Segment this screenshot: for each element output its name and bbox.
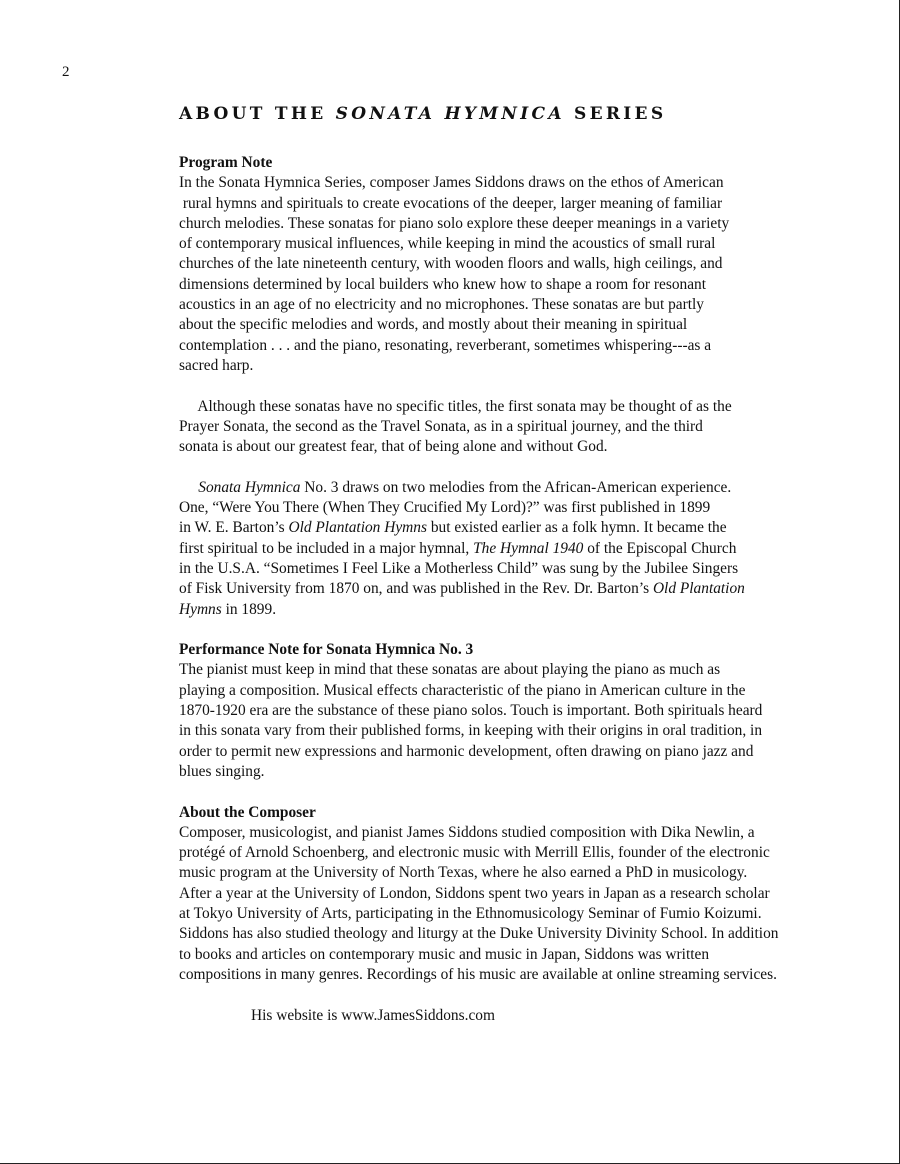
melodies-text: in W. E. Barton’s <box>179 519 289 537</box>
program-note-heading: Program Note <box>179 154 273 171</box>
performance-note-line: blues singing. <box>179 762 265 780</box>
melodies-line <box>179 518 869 538</box>
performance-note-line: order to permit new expressions and harmonic development, often drawing on piano jazz and <box>179 742 754 760</box>
sonata-titles-line: sonata is about our greatest fear, that of being alone and without God. <box>179 438 608 456</box>
melodies-line <box>179 579 869 599</box>
sonata-titles-line: Prayer Sonata, the second as the Travel Sonata, as in a spiritual journey, and the third <box>179 417 703 435</box>
melodies-text: of Fisk University from 1870 on, and was published in the Rev. Dr. Barton’s <box>179 580 653 598</box>
title-part-1: ABOUT THE <box>179 104 336 124</box>
about-composer-line: music program at the University of North Texas, where he also earned a PhD in musicology. <box>179 864 748 882</box>
italic-title: Hymns <box>179 600 222 618</box>
title-part-2: SERIES <box>564 104 667 124</box>
melodies-line: in the U.S.A. “Sometimes I Feel Like a Motherless Child” was sung by the Jubilee Singers <box>179 559 739 577</box>
program-note-line: dimensions determined by local builders who knew how to shape a room for resonant <box>179 275 707 293</box>
melodies-text: first spiritual to be included in a major hymnal, <box>179 539 474 557</box>
about-composer-line: After a year at the University of London, Siddons spent two years in Japan as a research scholar <box>179 884 770 902</box>
page-title <box>179 104 666 124</box>
melodies-line: One, “Were You There (When They Crucified My Lord)?” was first published in 1899 <box>179 499 711 517</box>
about-composer-line: Composer, musicologist, and pianist James Siddons studied composition with Dika Newlin, a <box>179 823 755 841</box>
performance-note-line: playing a composition. Musical effects characteristic of the piano in American culture in the <box>179 681 746 699</box>
melodies-line <box>179 600 869 620</box>
about-composer-line: Siddons has also studied theology and liturgy at the Duke University Divinity School. In addition <box>179 925 779 943</box>
melodies-line <box>179 539 869 559</box>
paragraph-gap <box>179 457 869 477</box>
program-note-line: acoustics in an age of no electricity and no microphones. These sonatas are but partly <box>179 296 704 314</box>
program-note-line: rural hymns and spirituals to create evocations of the deeper, larger meaning of familiar <box>179 194 723 212</box>
melodies-text: of the Episcopal Church <box>583 539 737 557</box>
performance-note-heading: Performance Note for Sonata Hymnica No. 3 <box>179 641 474 659</box>
program-note-line: about the specific melodies and words, and mostly about their meaning in spiritual <box>179 316 688 334</box>
paragraph-gap <box>179 376 869 396</box>
italic-title: The Hymnal 1940 <box>473 539 584 557</box>
page-number: 2 <box>62 64 70 80</box>
program-note-line: sacred harp. <box>179 356 254 374</box>
performance-note-line: The pianist must keep in mind that these sonatas are about playing the piano as much as <box>179 661 721 679</box>
main-content <box>179 153 869 985</box>
program-note-line: churches of the late nineteenth century, with wooden floors and walls, high ceilings, and <box>179 255 723 273</box>
about-composer-line: protégé of Arnold Schoenberg, and electronic music with Merrill Ellis, founder of the electronic <box>179 844 770 862</box>
melodies-line <box>179 478 869 498</box>
about-composer-heading: About the Composer <box>179 803 316 821</box>
performance-note-line: in this sonata vary from their published forms, in keeping with their origins in oral tradition, in <box>179 722 763 740</box>
melodies-text: in 1899. <box>221 600 277 618</box>
about-composer-line: to books and articles on contemporary music and music in Japan, Siddons was written <box>179 945 710 963</box>
performance-note-line: 1870-1920 era are the substance of these piano solos. Touch is important. Both spirituals heard <box>179 702 763 720</box>
italic-title: Old Plantation <box>652 580 745 598</box>
italic-title: Sonata Hymnica <box>198 478 301 496</box>
website-line: His website is www.JamesSiddons.com <box>251 1007 495 1024</box>
program-note-line: In the Sonata Hymnica Series, composer James Siddons draws on the ethos of American <box>179 174 724 192</box>
program-note-line: church melodies. These sonatas for piano solo explore these deeper meanings in a variety <box>179 214 730 232</box>
paragraph-gap <box>179 782 869 802</box>
sonata-titles-line: Although these sonatas have no specific titles, the first sonata may be thought of as the <box>179 397 732 415</box>
about-composer-line: compositions in many genres. Recordings of his music are available at online streaming services. <box>179 965 777 983</box>
title-italic: SONATA HYMNICA <box>335 104 565 124</box>
program-note-line: of contemporary musical influences, while keeping in mind the acoustics of small rural <box>179 235 716 253</box>
program-note-line: contemplation . . . and the piano, resonating, reverberant, sometimes whispering---as a <box>179 336 712 354</box>
italic-title: Old Plantation Hymns <box>288 519 427 537</box>
melodies-text: but existed earlier as a folk hymn. It became the <box>426 519 727 537</box>
about-composer-line: at Tokyo University of Arts, participating in the Ethnomusicology Seminar of Fumio Koizumi. <box>179 904 762 922</box>
paragraph-gap <box>179 620 869 640</box>
melodies-text: No. 3 draws on two melodies from the African-American experience. <box>300 478 732 496</box>
